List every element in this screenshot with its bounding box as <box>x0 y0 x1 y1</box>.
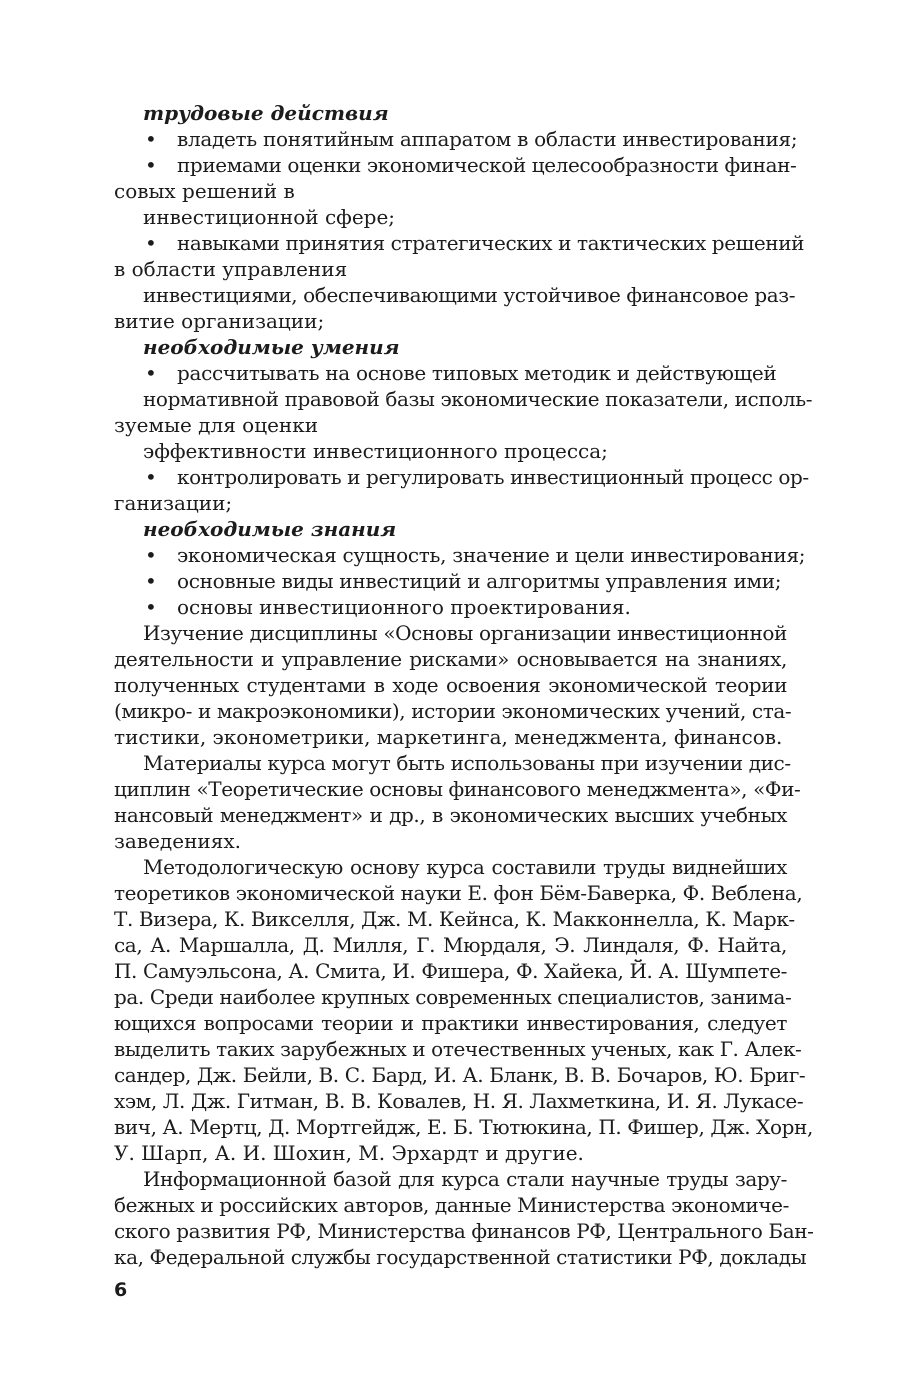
text-line: совых решений в <box>114 179 295 203</box>
text-line: Информационной базой для курса стали научные труды зару- <box>143 1167 787 1191</box>
text-line: эффективности инвестиционного процесса; <box>143 439 608 463</box>
section-heading: необходимые знания <box>143 517 397 541</box>
text-line: теоретиков экономической науки Е. фон Бём-Баверка, Ф. Веблена, <box>114 881 803 905</box>
text-line: П. Самуэльсона, А. Смита, И. Фишера, Ф. Хайека, Й. А. Шумпете- <box>114 959 787 983</box>
text-line: хэм, Л. Дж. Гитман, В. В. Ковалев, Н. Я. Лахметкина, И. Я. Лукасе- <box>114 1089 804 1113</box>
text-line: полученных студентами в ходе освоения экономической теории <box>114 673 787 697</box>
bullet-icon: • <box>145 361 157 385</box>
text-line: в области управления <box>114 257 348 281</box>
page-number: 6 <box>114 1279 128 1301</box>
text-line: заведениях. <box>114 829 241 853</box>
text-line: (микро- и макроэкономики), истории экономических учений, ста- <box>114 699 792 723</box>
text-line: нормативной правовой базы экономические показатели, исполь- <box>143 387 813 411</box>
bullet-icon: • <box>145 595 157 619</box>
text-line: сандер, Дж. Бейли, В. С. Бард, И. А. Бланк, В. В. Бочаров, Ю. Бриг- <box>114 1063 806 1087</box>
text-line: ского развития РФ, Министерства финансов РФ, Центрального Бан- <box>114 1219 814 1243</box>
text-line: Материалы курса могут быть использованы при изучении дис- <box>143 751 791 775</box>
bullet-icon: • <box>145 569 157 593</box>
text-line: У. Шарп, А. И. Шохин, М. Эрхардт и другие. <box>114 1141 584 1165</box>
text-line: ганизации; <box>114 491 233 515</box>
bullet-item-line: владеть понятийным аппаратом в области инвестирования; <box>177 127 798 151</box>
text-line: инвестициями, обеспечивающими устойчивое финансовое раз- <box>143 283 796 307</box>
text-line: витие организации; <box>114 309 325 333</box>
text-line: вич, А. Мертц, Д. Мортгейдж, Е. Б. Тютюкина, П. Фишер, Дж. Хорн, <box>114 1115 813 1139</box>
text-line: инвестиционной сфере; <box>143 205 396 229</box>
text-line: зуемые для оценки <box>114 413 319 437</box>
bullet-icon: • <box>145 465 157 489</box>
text-line: Изучение дисциплины «Основы организации инвестиционной <box>143 621 787 645</box>
bullet-item-line: контролировать и регулировать инвестиционный процесс ор- <box>177 465 809 489</box>
bullet-item-line: основные виды инвестиций и алгоритмы управления ими; <box>177 569 782 593</box>
bullet-item-line: навыками принятия стратегических и тактических решений <box>177 231 805 255</box>
text-line: циплин «Теоретические основы финансового менеджмента», «Фи- <box>114 777 801 801</box>
text-line: ра. Среди наиболее крупных современных специалистов, занима- <box>114 985 792 1009</box>
text-line: са, А. Маршалла, Д. Милля, Г. Мюрдаля, Э. Линдаля, Ф. Найта, <box>114 933 787 957</box>
bullet-icon: • <box>145 543 157 567</box>
text-line: тистики, эконометрики, маркетинга, менеджмента, финансов. <box>114 725 783 749</box>
bullet-item-line: приемами оценки экономической целесообразности финан- <box>177 153 797 177</box>
text-line: деятельности и управление рисками» основывается на знаниях, <box>114 647 787 671</box>
section-heading: трудовые действия <box>143 101 389 125</box>
text-line: ющихся вопросами теории и практики инвестирования, следует <box>114 1011 787 1035</box>
text-line: ка, Федеральной службы государственной статистики РФ, доклады <box>114 1245 807 1269</box>
text-line: нансовый менеджмент» и др., в экономических высших учебных <box>114 803 787 827</box>
bullet-icon: • <box>145 231 157 255</box>
text-line: выделить таких зарубежных и отечественных ученых, как Г. Алек- <box>114 1037 802 1061</box>
text-line: Т. Визера, К. Викселля, Дж. М. Кейнса, К. Макконнелла, К. Марк- <box>114 907 795 931</box>
section-heading: необходимые умения <box>143 335 400 359</box>
bullet-icon: • <box>145 127 157 151</box>
bullet-item-line: основы инвестиционного проектирования. <box>177 595 631 619</box>
text-line: Методологическую основу курса составили труды виднейших <box>143 855 787 879</box>
text-line: бежных и российских авторов, данные Министерства экономиче- <box>114 1193 789 1217</box>
bullet-item-line: экономическая сущность, значение и цели инвестирования; <box>177 543 806 567</box>
bullet-item-line: рассчитывать на основе типовых методик и действующей <box>177 361 777 385</box>
bullet-icon: • <box>145 153 157 177</box>
